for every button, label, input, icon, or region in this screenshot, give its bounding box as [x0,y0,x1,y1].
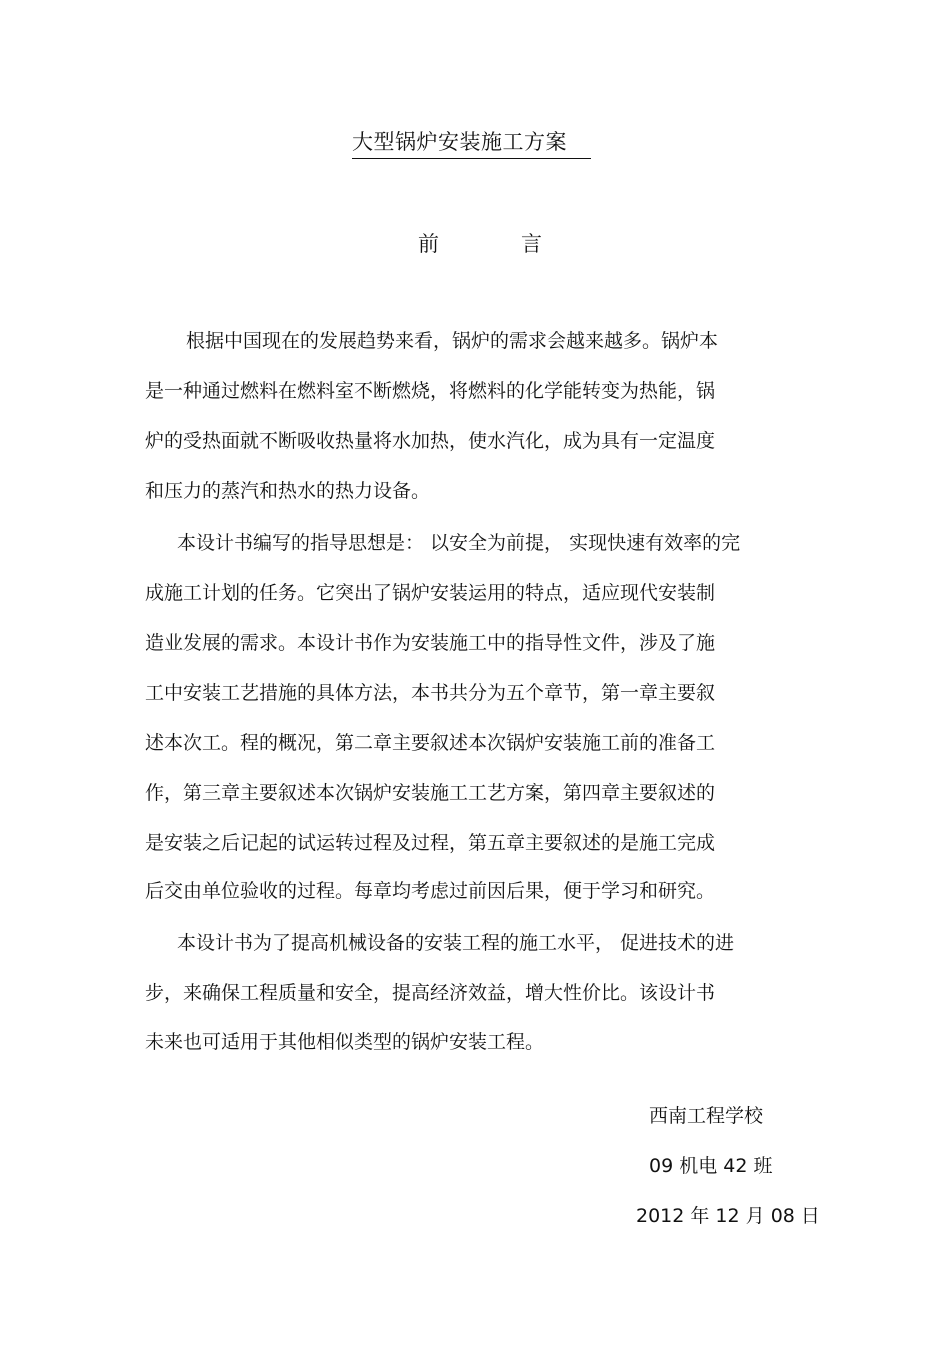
body-line: 是一种通过燃料在燃料室不断燃烧，将燃料的化学能转变为热能，锅 [145,380,716,402]
body-line: 炉的受热面就不断吸收热量将水加热，使水汽化，成为具有一定温度 [145,430,716,452]
body-line: 和压力的蒸汽和热水的热力设备。 [145,480,431,502]
body-line: 根据中国现在的发展趋势来看，锅炉的需求会越来越多。锅炉本 [186,330,719,352]
body-line: 本设计书为了提高机械设备的安装工程的施工水平， 促进技术的进 [177,932,735,954]
body-line: 成施工计划的任务。它突出了锅炉安装运用的特点，适应现代安装制 [145,582,716,604]
body-line: 后交由单位验收的过程。每章均考虑过前因后果，便于学习和研究。 [145,880,716,902]
preface-heading-char-1: 前 [418,232,439,256]
signature-date: 2012 年 12 月 08 日 [636,1205,820,1227]
body-line: 是安装之后记起的试运转过程及过程，第五章主要叙述的是施工完成 [145,832,716,854]
signature-class: 09 机电 42 班 [649,1155,773,1177]
body-line: 步，来确保工程质量和安全，提高经济效益，增大性价比。该设计书 [145,982,716,1004]
document-title: 大型锅炉安装施工方案 [352,126,591,159]
body-line: 造业发展的需求。本设计书作为安装施工中的指导性文件，涉及了施 [145,632,716,654]
body-line: 作，第三章主要叙述本次锅炉安装施工工艺方案，第四章主要叙述的 [145,782,716,804]
body-line: 本设计书编写的指导思想是： 以安全为前提， 实现快速有效率的完 [177,532,741,554]
body-line: 未来也可适用于其他相似类型的锅炉安装工程。 [145,1031,545,1053]
signature-school: 西南工程学校 [649,1105,764,1127]
body-line: 述本次工。程的概况，第二章主要叙述本次锅炉安装施工前的准备工 [145,732,716,754]
body-line: 工中安装工艺措施的具体方法，本书共分为五个章节，第一章主要叙 [145,682,716,704]
preface-heading-char-2: 言 [521,232,542,256]
